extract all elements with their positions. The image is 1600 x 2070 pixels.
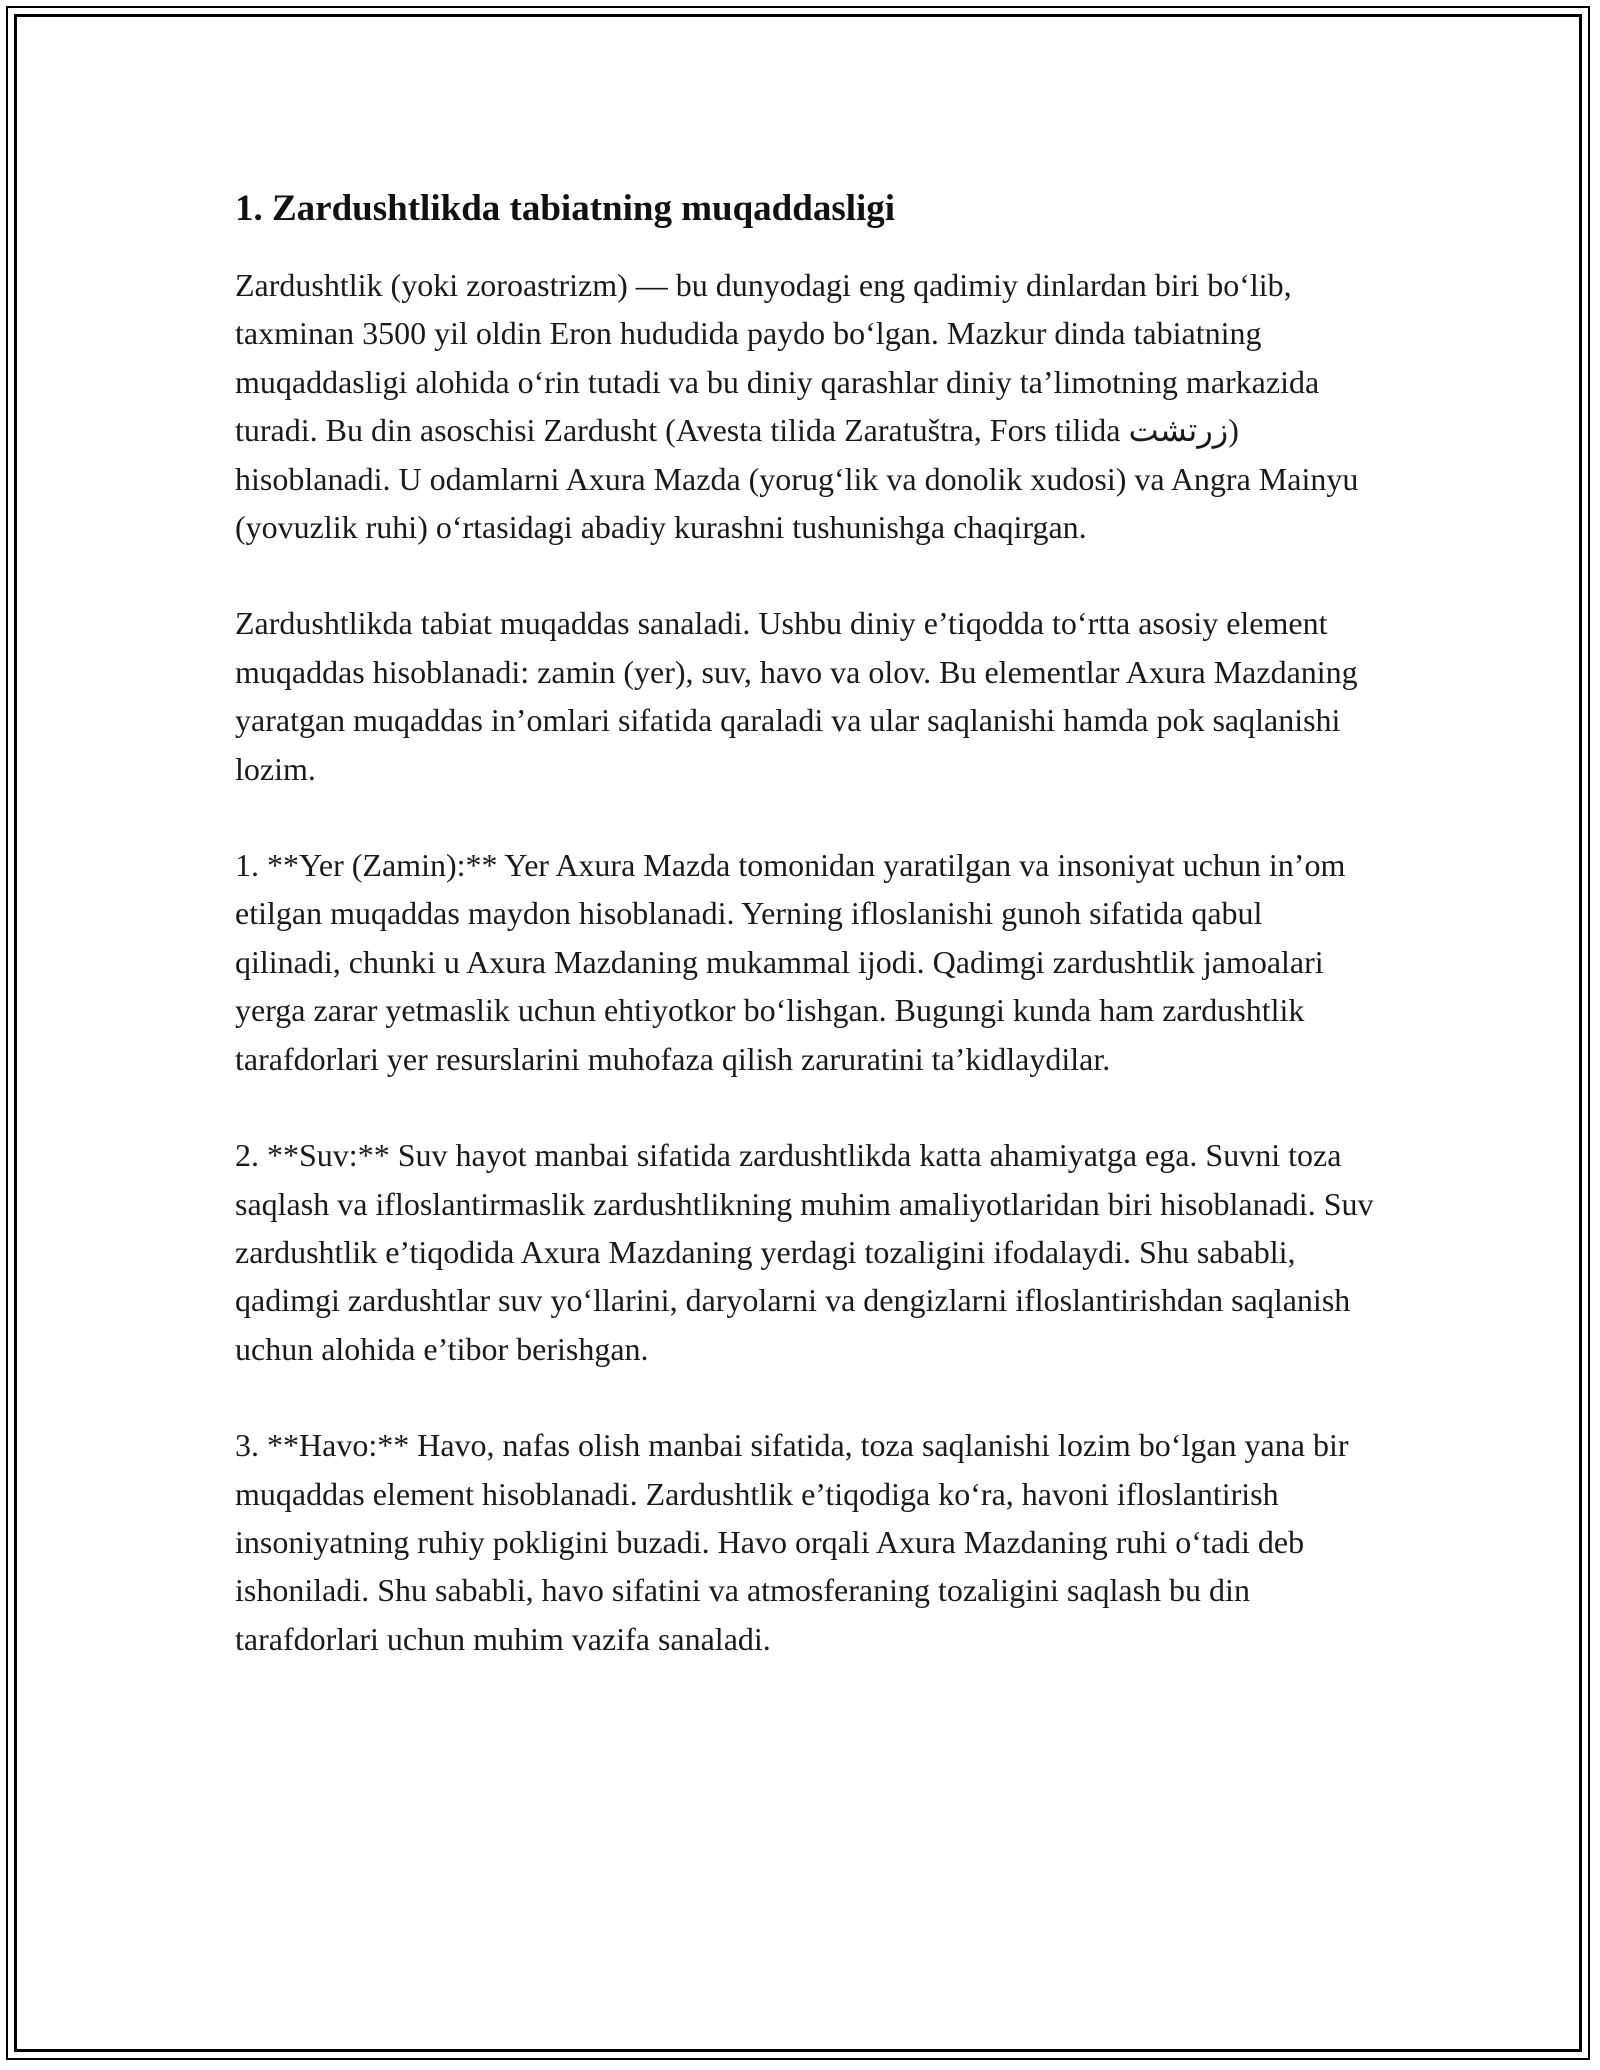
document-body	[235, 185, 1375, 1663]
paragraph-water: 2. **Suv:** Suv hayot manbai sifatida zardushtlikda katta ahamiyatga ega. Suvni toza saqlash va ifloslantirmaslik zardushtlikning muhim amaliyotlaridan biri hisoblanadi. Suv zardushtlik e’tiqodida Axura Mazdaning yerdagi tozaligini ifodalaydi. Shu sababli, qadimgi zardushtlar suv yo‘llarini, daryolarni va dengizlarni ifloslantirishdan saqlanish uchun alohida e’tibor berishgan.	[235, 1137, 1374, 1367]
paragraph-elements: Zardushtlikda tabiat muqaddas sanaladi. Ushbu diniy e’tiqodda to‘rtta asosiy element muqaddas hisoblanadi: zamin (yer), suv, havo va olov. Bu elementlar Axura Mazdaning yaratgan muqaddas in’omlari sifatida qaraladi va ular saqlanishi hamda pok saqlanishi lozim.	[235, 605, 1358, 787]
paragraph-air: 3. **Havo:** Havo, nafas olish manbai sifatida, toza saqlanishi lozim bo‘lgan yana bir muqaddas element hisoblanadi. Zardushtlik e’tiqodiga ko‘ra, havoni ifloslantirish insoniyatning ruhiy pokligini buzadi. Havo orqali Axura Mazdaning ruhi o‘tadi deb ishoniladi. Shu sababli, havo sifatini va atmosferaning tozaligini saqlash bu din tarafdorlari uchun muhim vazifa sanaladi.	[235, 1427, 1349, 1657]
paragraph-earth: 1. **Yer (Zamin):** Yer Axura Mazda tomonidan yaratilgan va insoniyat uchun in’om etilgan muqaddas maydon hisoblanadi. Yerning ifloslanishi gunoh sifatida qabul qilinadi, chunki u Axura Mazdaning mukammal ijodi. Qadimgi zardushtlik jamoalari yerga zarar yetmaslik uchun ehtiyotkor bo‘lishgan. Bugungi kunda ham zardushtlik tarafdorlari yer resurslarini muhofaza qilish zaruratini ta’kidlaydilar.	[235, 847, 1346, 1077]
paragraph-intro: Zardushtlik (yoki zoroastrizm) — bu dunyodagi eng qadimiy dinlardan biri bo‘lib, taxminan 3500 yil oldin Eron hududida paydo bo‘lgan. Mazkur dinda tabiatning muqaddasligi alohida o‘rin tutadi va bu diniy qarashlar diniy ta’limotning markazida turadi. Bu din asoschisi Zardusht (Avesta tilida Zaratuštra, Fors tilida زرتشت) hisoblanadi. U odamlarni Axura Mazda (yorug‘lik va donolik xudosi) va Angra Mainyu (yovuzlik ruhi) o‘rtasidagi abadiy kurashni tushunishga chaqirgan.	[235, 267, 1359, 546]
section-heading: 1. Zardushtlikda tabiatning muqaddasligi	[235, 188, 896, 229]
